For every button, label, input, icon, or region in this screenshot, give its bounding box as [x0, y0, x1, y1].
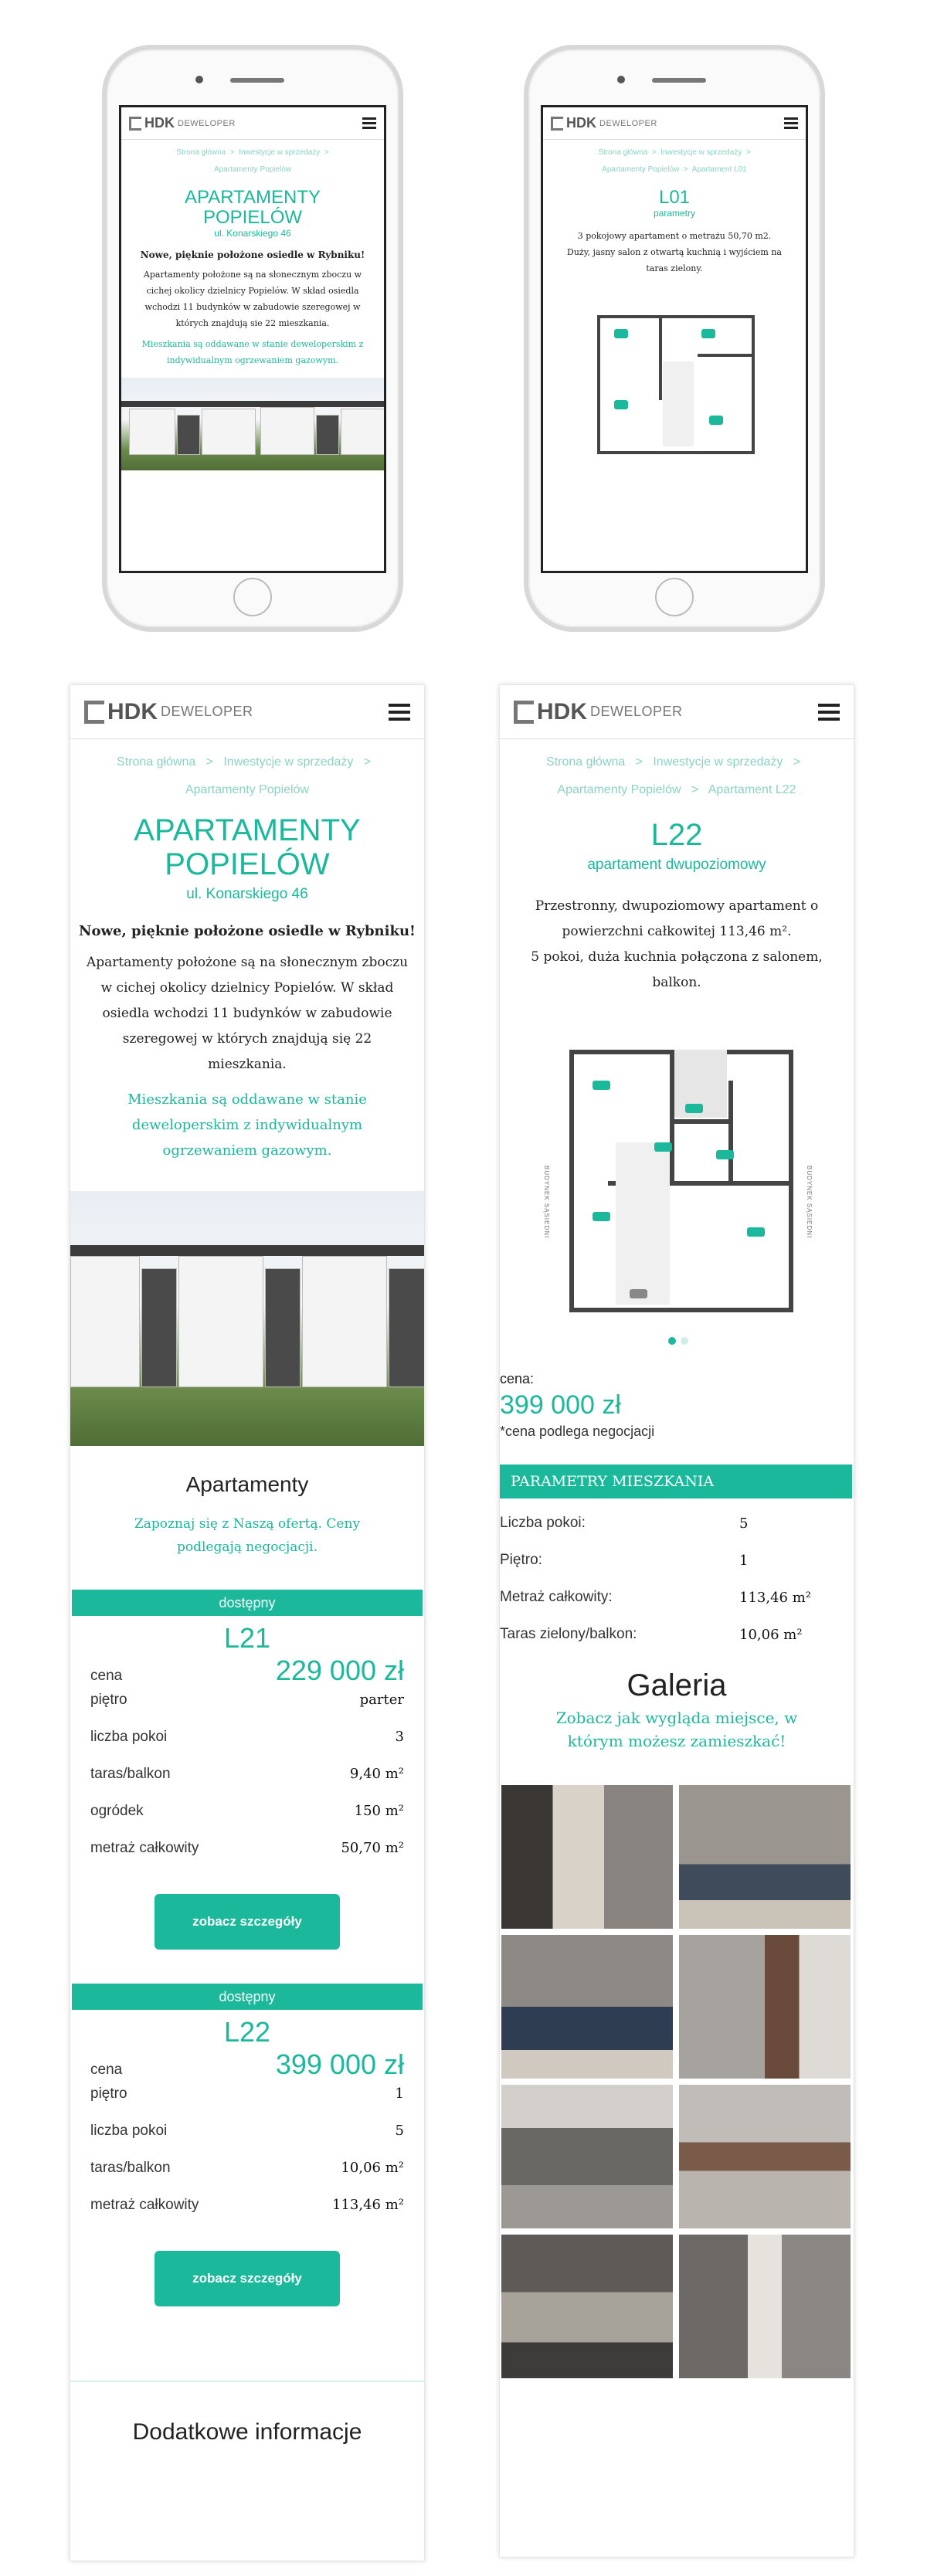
logo-mark-icon [84, 701, 104, 724]
param-row: Taras zielony/balkon: 10,06 m² [500, 1626, 803, 1643]
headline: Nowe, pięknie położone osiedle w Rybniku! [140, 249, 365, 260]
page-title: APARTAMENTY POPIELÓW [184, 187, 321, 228]
apartment-card-l21 [70, 1590, 424, 1950]
room-tag [709, 416, 723, 425]
page-subtitle: apartament dwupoziomowy [587, 857, 766, 873]
divider [70, 2381, 424, 2382]
site-header [543, 107, 806, 140]
logo-deweloper: DEWELOPER [599, 118, 657, 128]
hero-image [70, 1191, 424, 1446]
breadcrumb: Strona główna > Inwestycje w sprzedaży > Apartamenty Popielów > Apartament L01 [598, 148, 751, 174]
room-tag [654, 1142, 672, 1152]
phone-screen [119, 105, 386, 573]
slider-dot-active[interactable] [668, 1337, 676, 1345]
hamburger-menu-icon[interactable] [362, 117, 376, 129]
logo[interactable] [514, 699, 683, 725]
room-tag [593, 1081, 610, 1090]
headline: Nowe, pięknie położone osiedle w Rybniku! [79, 923, 416, 939]
breadcrumb-home[interactable]: Strona główna [598, 148, 648, 157]
status-badge: dostępny [72, 1984, 423, 2010]
room-tag [614, 329, 628, 338]
gallery-note: Zobacz jak wygląda miejsce, w którym możesz zamieszkać! [555, 1709, 798, 1750]
room-tag [614, 400, 628, 409]
hamburger-menu-icon[interactable] [818, 704, 840, 721]
apartment-params [70, 1655, 424, 1877]
phone-mockup-left [102, 45, 403, 632]
param-row: metraż całkowity 50,70 m² [90, 1840, 404, 1856]
intro-text: Apartamenty położone są na słonecznym zboczu w cichej okolicy dzielnicy Popielów. W skład osiedla wchodzi 11 budynków w zabudowie szeregowej w których znajdują sie 22 mieszkania. [143, 270, 362, 328]
breadcrumb-current: Apartament L01 [691, 165, 747, 174]
hamburger-menu-icon[interactable] [389, 704, 410, 721]
intro-teal-text: Mieszkania są oddawane w stanie deweloperskim z indywidualnym ogrzewaniem gazowym. [127, 1091, 367, 1159]
page-title: L22 [650, 818, 703, 852]
apartment-description: Przestronny, dwupoziomowy apartament o powierzchni całkowitej 113,46 m². 5 pokoi, duża kuchnia połączona z salonem, balkon. [531, 898, 823, 990]
logo[interactable] [129, 115, 236, 131]
gallery-image[interactable] [679, 2235, 851, 2378]
price: 229 000 zł [275, 1655, 404, 1686]
page-subtitle: parametry [653, 208, 696, 219]
home-button[interactable] [655, 578, 694, 616]
breadcrumb: Strona główna > Inwestycje w sprzedaży > Apartamenty Popielów > Apartament L22 [546, 755, 801, 796]
breadcrumb-home[interactable]: Strona główna [117, 755, 196, 769]
intro-teal-text: Mieszkania są oddawane w stanie deweloperskim z indywidualnym ogrzewaniem gazowym. [141, 339, 364, 365]
apartment-card-l22 [70, 1984, 424, 2306]
gallery-title: Galeria [626, 1668, 727, 1702]
logo-deweloper: DEWELOPER [178, 118, 236, 128]
breadcrumb-popielow[interactable]: Apartamenty Popielów [557, 783, 681, 796]
floor-plan-image[interactable] [543, 284, 806, 477]
page-title: L01 [658, 187, 691, 208]
gallery-image[interactable] [679, 1935, 851, 2079]
logo-mark-icon [514, 701, 534, 724]
param-row: piętro 1 [90, 2086, 404, 2102]
speaker-grille [230, 78, 284, 83]
section-title: Apartamenty [185, 1472, 309, 1496]
param-row: Liczba pokoi: 5 [500, 1515, 749, 1532]
breadcrumb-current: Apartamenty Popielów [185, 783, 310, 796]
logo[interactable] [84, 699, 253, 725]
room-tag [685, 1104, 703, 1113]
breadcrumb-current: Apartament L22 [708, 783, 796, 796]
logo-deweloper: DEWELOPER [590, 704, 683, 719]
gallery-image[interactable] [501, 2235, 673, 2378]
price: 399 000 zł [500, 1390, 621, 1420]
floor-plan-image[interactable] [500, 1034, 854, 1351]
price-note: *cena podlega negocjacji [500, 1424, 655, 1439]
param-row: piętro parter [90, 1692, 404, 1708]
param-row: taras/balkon 9,40 m² [90, 1766, 404, 1782]
breadcrumb-home[interactable]: Strona główna [546, 755, 626, 769]
logo-hdk: HDK [107, 698, 158, 725]
camera-icon [617, 76, 625, 83]
param-row: taras/balkon 10,06 m² [90, 2160, 404, 2176]
apartment-description: 3 pokojowy apartament o metrażu 50,70 m2. Duży, jasny salon z otwartą kuchnią i wyjściem na taras zielony. [567, 231, 782, 273]
param-row: liczba pokoi 5 [90, 2123, 404, 2139]
param-row: Piętro: 1 [500, 1552, 749, 1569]
plan-label: BUDYNEK SĄSIEDNI [543, 1166, 550, 1239]
slider-dot[interactable] [681, 1337, 688, 1345]
hero-image [121, 378, 384, 470]
param-row: Metraż całkowity: 113,46 m² [500, 1589, 811, 1606]
intro-text: Apartamenty położone są na słonecznym zboczu w cichej okolicy dzielnicy Popielów. W skład osiedla wchodzi 11 budynków w zabudowie szeregowej w których znajdują się 22 mieszkania. [86, 955, 409, 1072]
logo-mark-icon [551, 117, 563, 131]
room-tag [747, 1227, 765, 1237]
page-subtitle: ul. Konarskiego 46 [214, 228, 291, 239]
room-tag [630, 1289, 647, 1298]
logo-hdk: HDK [537, 698, 587, 725]
breadcrumb-popielow[interactable]: Apartamenty Popielów [602, 165, 680, 174]
gallery-image[interactable] [501, 2085, 673, 2228]
logo-hdk: HDK [566, 115, 596, 131]
see-details-button[interactable]: zobacz szczegóły [154, 2251, 340, 2306]
room-tag [716, 1150, 734, 1159]
speaker-grille [652, 78, 706, 83]
apartment-name: L22 [223, 2016, 271, 2048]
apartments-list-page [70, 684, 425, 2561]
breadcrumb: Strona główna > Inwestycje w sprzedaży > Apartamenty Popielów [117, 755, 372, 796]
site-header [121, 107, 384, 140]
breadcrumb: Strona główna > Inwestycje w sprzedaży > Apartamenty Popielów [176, 148, 329, 174]
logo[interactable] [551, 115, 657, 131]
gallery-grid [500, 1785, 854, 2378]
see-details-button[interactable]: zobacz szczegóły [154, 1894, 340, 1950]
param-row: cena 229 000 zł [90, 1655, 404, 1686]
room-tag [701, 329, 715, 338]
price-label: cena: [500, 1371, 535, 1386]
phone-mockup-right [524, 45, 825, 632]
apartment-detail-page [499, 684, 854, 2557]
breadcrumb-investments[interactable]: Inwestycje w sprzedaży [239, 148, 321, 157]
camera-icon [195, 76, 203, 83]
param-row: liczba pokoi 3 [90, 1729, 404, 1745]
site-header [70, 685, 424, 739]
logo-deweloper: DEWELOPER [161, 704, 253, 719]
phone-screen [541, 105, 808, 573]
param-row: ogródek 150 m² [90, 1803, 404, 1819]
home-button[interactable] [233, 578, 272, 616]
breadcrumb-investments[interactable]: Inwestycje w sprzedaży [653, 755, 783, 769]
gallery-image[interactable] [679, 1785, 851, 1929]
section-note: Zapoznaj się z Naszą ofertą. Ceny podlegają negocjacji. [134, 1516, 361, 1555]
site-header [500, 685, 854, 739]
logo-mark-icon [129, 117, 141, 131]
status-badge: dostępny [72, 1590, 423, 1616]
price: 399 000 zł [275, 2048, 404, 2080]
room-tag [593, 1212, 610, 1221]
params-list [500, 1505, 854, 1653]
breadcrumb-investments[interactable]: Inwestycje w sprzedaży [223, 755, 354, 769]
gallery-image[interactable] [679, 2085, 851, 2228]
params-header: PARAMETRY MIESZKANIA [500, 1464, 852, 1498]
apartment-name: L21 [223, 1622, 271, 1654]
breadcrumb-investments[interactable]: Inwestycje w sprzedaży [660, 148, 742, 157]
param-row: metraż całkowity 113,46 m² [90, 2197, 404, 2213]
additional-info-title: Dodatkowe informacje [132, 2419, 362, 2445]
apartment-params [70, 2048, 424, 2234]
logo-hdk: HDK [144, 115, 175, 131]
gallery-image[interactable] [501, 1935, 673, 2079]
hamburger-menu-icon[interactable] [784, 117, 798, 129]
page-subtitle: ul. Konarskiego 46 [186, 886, 308, 902]
page-title: APARTAMENTY POPIELÓW [134, 813, 361, 881]
gallery-image[interactable] [501, 1785, 673, 1929]
param-row: cena 399 000 zł [90, 2048, 404, 2080]
breadcrumb-current: Apartamenty Popielów [213, 165, 292, 174]
breadcrumb-home[interactable]: Strona główna [176, 148, 226, 157]
plan-label: BUDYNEK SĄSIEDNI [806, 1166, 813, 1239]
